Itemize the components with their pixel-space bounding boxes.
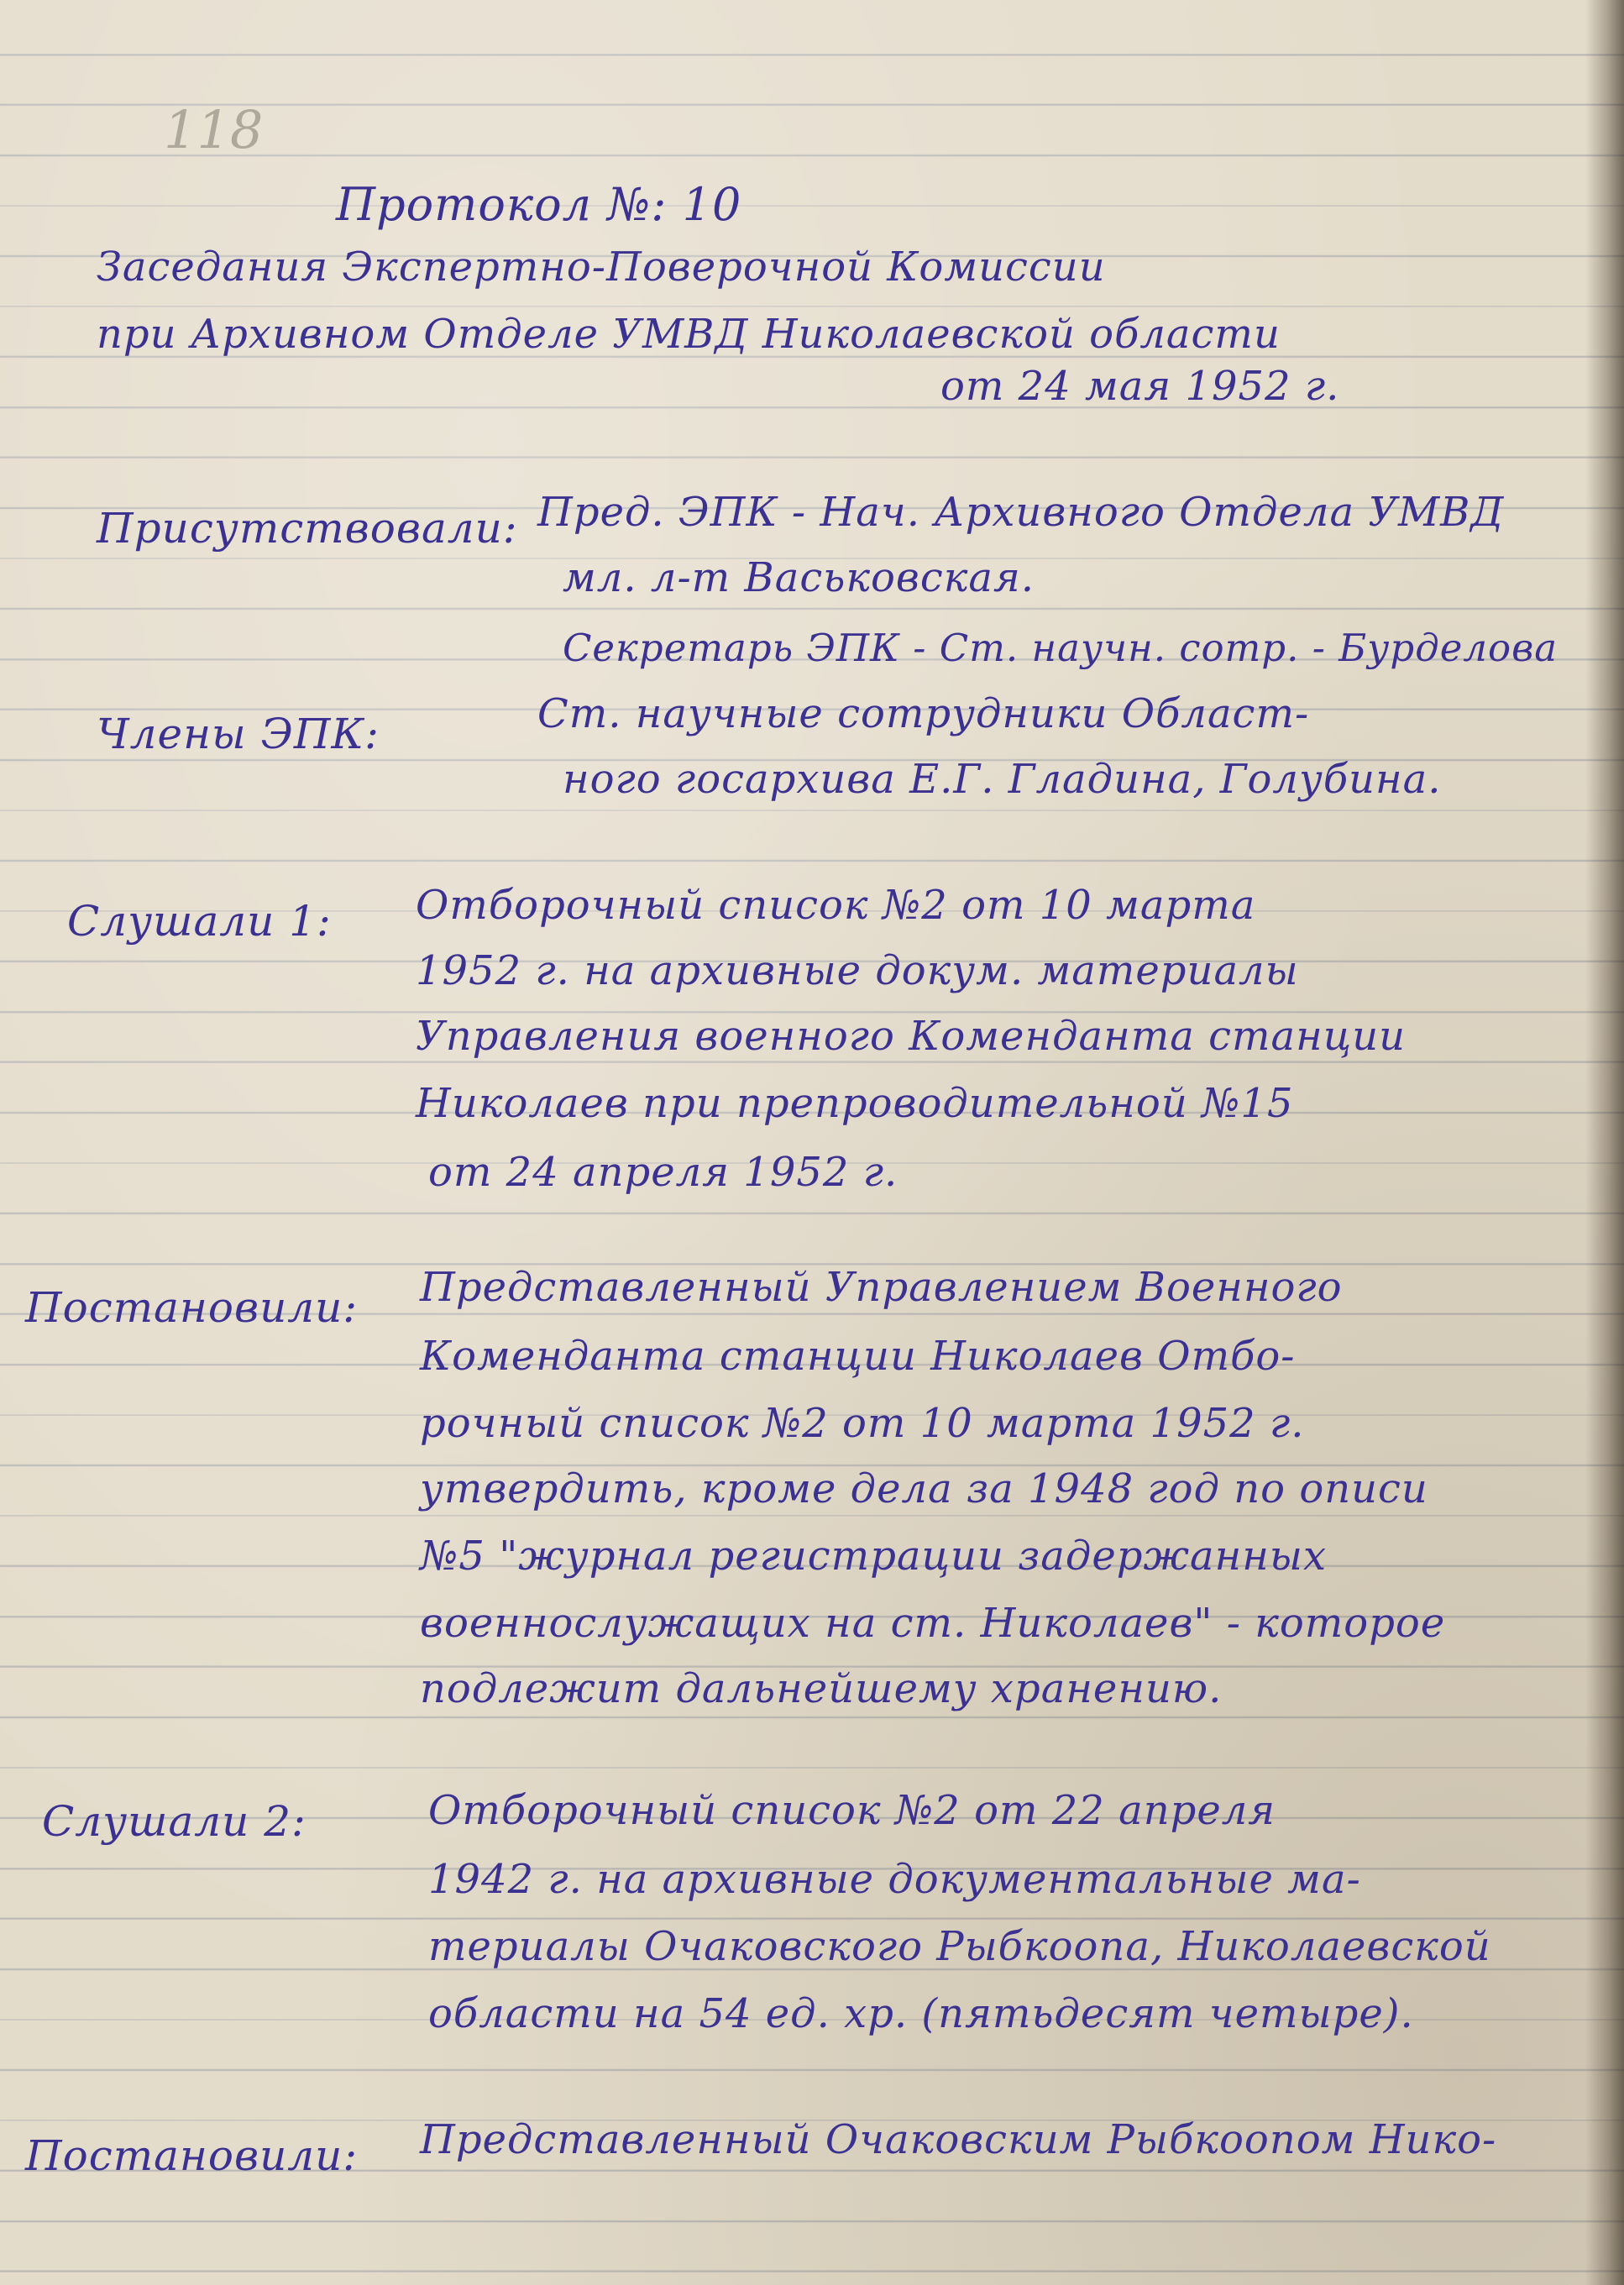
chair-line-1: Пред. ЭПК - Нач. Архивного Отдела УМВД: [537, 489, 1505, 536]
members-label: Члены ЭПК:: [97, 710, 380, 758]
resolved-1-line-2: Коменданта станции Николаев Отбо-: [420, 1333, 1296, 1380]
resolved-1-line-6: военнослужащих на ст. Николаев" - которое: [420, 1600, 1446, 1647]
heard-1-line-4: Николаев при препроводительной №15: [416, 1080, 1294, 1127]
heard-1-line-2: 1952 г. на архивные докум. материалы: [416, 947, 1299, 994]
resolved-1-line-1: Представленный Управлением Военного: [420, 1264, 1343, 1311]
resolved-1-label: Постановили:: [25, 1283, 359, 1332]
heard-1-line-3: Управления военного Коменданта станции: [416, 1013, 1407, 1060]
resolved-1-line-5: №5 "журнал регистрации задержанных: [420, 1533, 1328, 1580]
heard-2-label: Слушали 2:: [42, 1797, 306, 1846]
heard-1-line-5: от 24 апреля 1952 г.: [428, 1149, 898, 1196]
resolved-1-line-3: рочный список №2 от 10 марта 1952 г.: [420, 1400, 1305, 1447]
members-line-2: ного госархива Е.Г. Гладина, Голубина.: [563, 756, 1442, 803]
heard-2-line-2: 1942 г. на архивные документальные ма-: [428, 1856, 1361, 1903]
heard-1-line-1: Отборочный список №2 от 10 марта: [416, 882, 1256, 929]
protocol-title: Протокол №: 10: [336, 178, 742, 231]
resolved-2-label: Постановили:: [25, 2131, 359, 2180]
header-line-2: при Архивном Отделе УМВД Николаевской области: [97, 311, 1281, 358]
heard-2-line-1: Отборочный список №2 от 22 апреля: [428, 1787, 1276, 1834]
resolved-1-line-4: утвердить, кроме дела за 1948 год по описи: [420, 1465, 1428, 1512]
meeting-date: от 24 мая 1952 г.: [940, 363, 1340, 410]
archive-page-mark: 118: [164, 99, 264, 160]
heard-2-line-4: области на 54 ед. хр. (пятьдесят четыре).: [428, 1990, 1414, 2037]
attendees-label: Присутствовали:: [97, 504, 518, 553]
members-line-1: Ст. научные сотрудники Област-: [537, 690, 1310, 737]
resolved-2-line-1: Представленный Очаковским Рыбкоопом Нико-: [420, 2116, 1497, 2163]
heard-2-line-3: териалы Очаковского Рыбкоопа, Николаевской: [428, 1923, 1491, 1970]
chair-line-2: мл. л-т Васьковская.: [563, 554, 1035, 601]
heard-1-label: Слушали 1:: [67, 897, 332, 946]
resolved-1-line-7: подлежит дальнейшему хранению.: [420, 1665, 1223, 1712]
binding-edge: [1585, 0, 1624, 2285]
header-line-1: Заседания Экспертно-Поверочной Комиссии: [97, 244, 1106, 291]
secretary-line: Секретарь ЭПК - Ст. научн. сотр. - Бурделова: [563, 626, 1559, 670]
